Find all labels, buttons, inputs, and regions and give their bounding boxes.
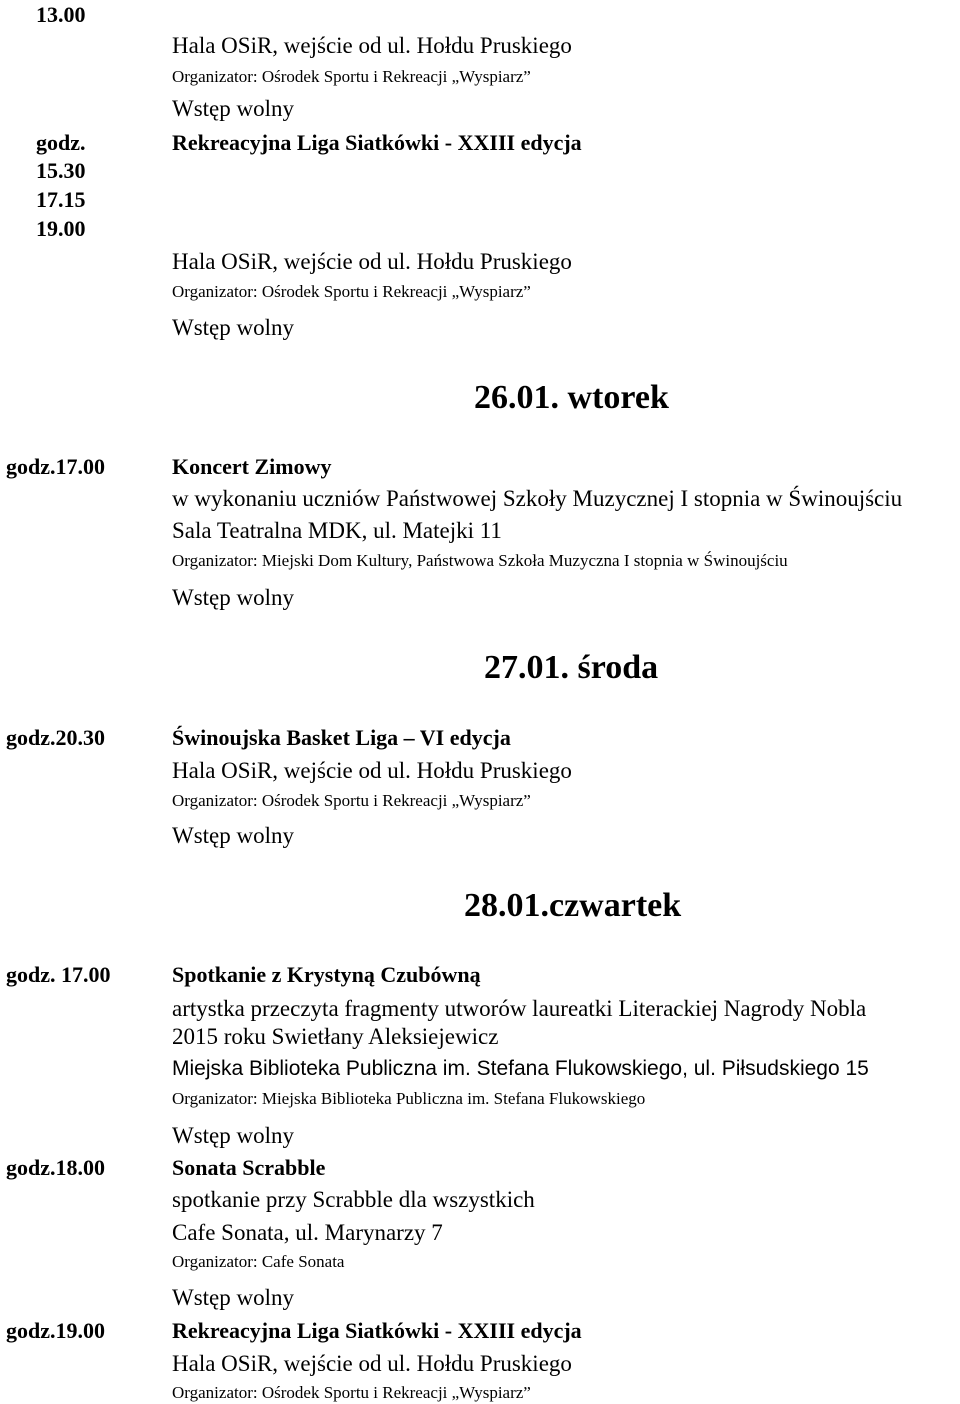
event-title: Spotkanie z Krystyną Czubówną xyxy=(172,962,481,987)
event-entry: Wstęp wolny xyxy=(172,96,295,121)
event-entry: Wstęp wolny xyxy=(172,315,295,340)
event-entry: Wstęp wolny xyxy=(172,823,295,848)
event-time: 19.00 xyxy=(36,216,86,241)
event-entry: Wstęp wolny xyxy=(172,1285,295,1310)
day-heading: 27.01. środa xyxy=(484,649,659,686)
event-title: Świnoujska Basket Liga – VI edycja xyxy=(172,725,511,750)
event-venue: Miejska Biblioteka Publiczna im. Stefana Flukowskiego, ul. Piłsudskiego 15 xyxy=(172,1057,869,1080)
event-venue: Hala OSiR, wejście od ul. Hołdu Pruskiego xyxy=(172,33,572,58)
event-time: godz.18.00 xyxy=(6,1155,105,1180)
event-organizer: Organizator: Ośrodek Sportu i Rekreacji „Wyspiarz” xyxy=(172,791,531,810)
day-heading: 28.01.czwartek xyxy=(464,887,682,924)
event-description: spotkanie przy Scrabble dla wszystkich xyxy=(172,1187,535,1212)
event-organizer: Organizator: Miejski Dom Kultury, Państwowa Szkoła Muzyczna I stopnia w Świnoujściu xyxy=(172,551,788,570)
event-title: Sonata Scrabble xyxy=(172,1155,326,1180)
event-organizer: Organizator: Ośrodek Sportu i Rekreacji „Wyspiarz” xyxy=(172,67,531,86)
event-entry: Wstęp wolny xyxy=(172,1123,295,1148)
event-venue: Hala OSiR, wejście od ul. Hołdu Pruskiego xyxy=(172,249,572,274)
event-organizer: Organizator: Miejska Biblioteka Publiczna im. Stefana Flukowskiego xyxy=(172,1089,646,1108)
event-venue: Hala OSiR, wejście od ul. Hołdu Pruskiego xyxy=(172,1351,572,1376)
event-time: godz. xyxy=(36,130,86,155)
event-time: godz.20.30 xyxy=(6,725,105,750)
event-time: godz. 17.00 xyxy=(6,962,111,987)
event-time: 15.30 xyxy=(36,158,86,183)
event-time: godz.17.00 xyxy=(6,454,105,479)
event-organizer: Organizator: Ośrodek Sportu i Rekreacji „Wyspiarz” xyxy=(172,282,531,301)
event-time: godz.19.00 xyxy=(6,1318,105,1343)
event-venue: Sala Teatralna MDK, ul. Matejki 11 xyxy=(172,518,502,543)
event-description: artystka przeczyta fragmenty utworów laureatki Literackiej Nagrody Nobla xyxy=(172,996,867,1021)
event-organizer: Organizator: Ośrodek Sportu i Rekreacji „Wyspiarz” xyxy=(172,1383,531,1402)
event-title: Koncert Zimowy xyxy=(172,454,332,479)
event-time: 17.15 xyxy=(36,187,86,212)
event-description: 2015 roku Swietłany Aleksiejewicz xyxy=(172,1024,499,1049)
event-entry: Wstęp wolny xyxy=(172,585,295,610)
day-heading: 26.01. wtorek xyxy=(474,379,669,416)
event-title: Rekreacyjna Liga Siatkówki - XXIII edycja xyxy=(172,130,582,155)
event-title: Rekreacyjna Liga Siatkówki - XXIII edycja xyxy=(172,1318,582,1343)
event-description: w wykonaniu uczniów Państwowej Szkoły Muzycznej I stopnia w Świnoujściu xyxy=(172,486,903,511)
event-time: 13.00 xyxy=(36,2,86,27)
event-organizer: Organizator: Cafe Sonata xyxy=(172,1252,345,1271)
event-venue: Hala OSiR, wejście od ul. Hołdu Pruskiego xyxy=(172,758,572,783)
event-venue: Cafe Sonata, ul. Marynarzy 7 xyxy=(172,1220,443,1245)
